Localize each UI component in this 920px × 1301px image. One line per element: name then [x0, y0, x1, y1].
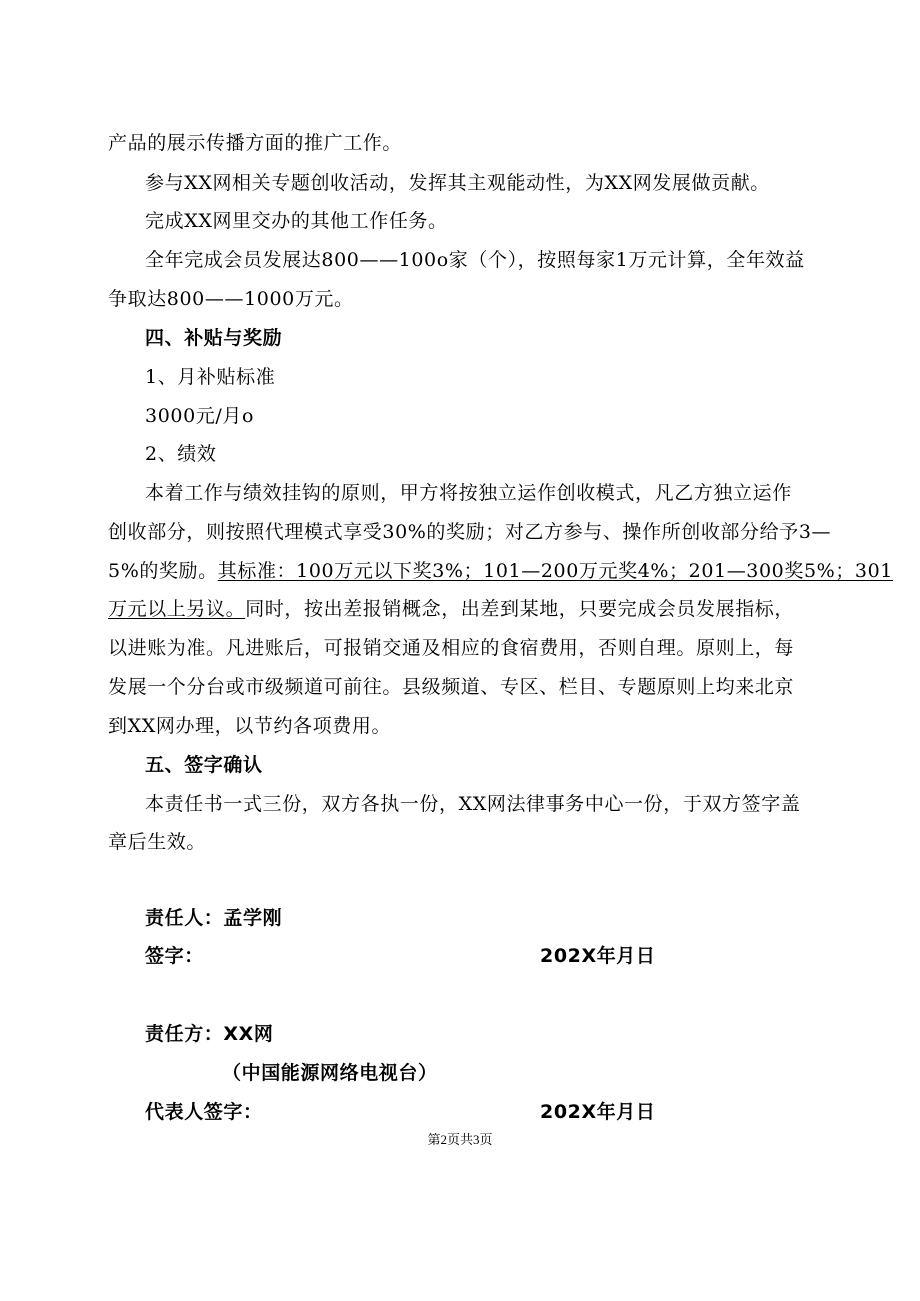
- paragraph-line: 参与XX网相关专题创收活动，发挥其主观能动性，为XX网发展做贡献。: [145, 172, 770, 194]
- paragraph-line: 3000元/月o: [145, 405, 254, 427]
- paragraph-line: 到XX网办理，以节约各项费用。: [108, 715, 392, 737]
- subsection-heading: 2、绩效: [145, 443, 217, 465]
- paragraph-line: 本责任书一式三份，双方各执一份，XX网法律事务中心一份，于双方签字盖: [145, 793, 801, 815]
- paragraph-line: 完成XX网里交办的其他工作任务。: [145, 210, 448, 232]
- paragraph-line: 发展一个分台或市级频道可前往。县级频道、专区、栏目、专题原则上均来北京: [108, 676, 795, 698]
- signature-date: 202X年月日: [540, 945, 656, 967]
- paragraph-line: 全年完成会员发展达800——100o家（个），按照每家1万元计算，全年效益: [145, 249, 805, 271]
- paragraph-line: [108, 556, 893, 586]
- paragraph-line: 本着工作与绩效挂钩的原则，甲方将按独立运作创收模式，凡乙方独立运作: [145, 482, 792, 504]
- responsible-party: 责任方：XX网: [145, 1023, 274, 1045]
- page-number: 第2页共3页: [427, 1132, 493, 1147]
- paragraph-line: 以进账为准。凡进账后，可报销交通及相应的食宿费用，否则自理。原则上，每: [108, 637, 795, 659]
- paragraph-line: 创收部分，则按照代理模式享受30%的奖励；对乙方参与、操作所创收部分给予3—: [108, 521, 832, 543]
- paragraph-line: 产品的展示传播方面的推广工作。: [108, 132, 403, 154]
- paragraph-line: 争取达800——1000万元。: [108, 288, 354, 310]
- underlined-standard: 万元以上另议。: [108, 598, 246, 620]
- signature-label: 签字：: [145, 945, 204, 967]
- text-segment: 5%的奖励。: [108, 560, 218, 582]
- paragraph-line: [108, 594, 794, 624]
- subsection-heading: 1、月补贴标准: [145, 366, 276, 388]
- signature-date: 202X年月日: [540, 1101, 656, 1123]
- text-segment: 同时，按出差报销概念，出差到某地，只要完成会员发展指标，: [245, 598, 795, 620]
- section-heading-4: 四、补贴与奖励: [145, 327, 283, 349]
- representative-signature-label: 代表人签字：: [145, 1101, 263, 1123]
- responsible-person: 责任人：孟学刚: [145, 907, 283, 929]
- section-heading-5: 五、签字确认: [145, 754, 263, 776]
- organization-name: （中国能源网络电视台）: [222, 1062, 438, 1084]
- paragraph-line: 章后生效。: [108, 831, 207, 853]
- underlined-standard: 其标准：100万元以下奖3%；101—200万元奖4%；201—300奖5%；301: [217, 560, 893, 582]
